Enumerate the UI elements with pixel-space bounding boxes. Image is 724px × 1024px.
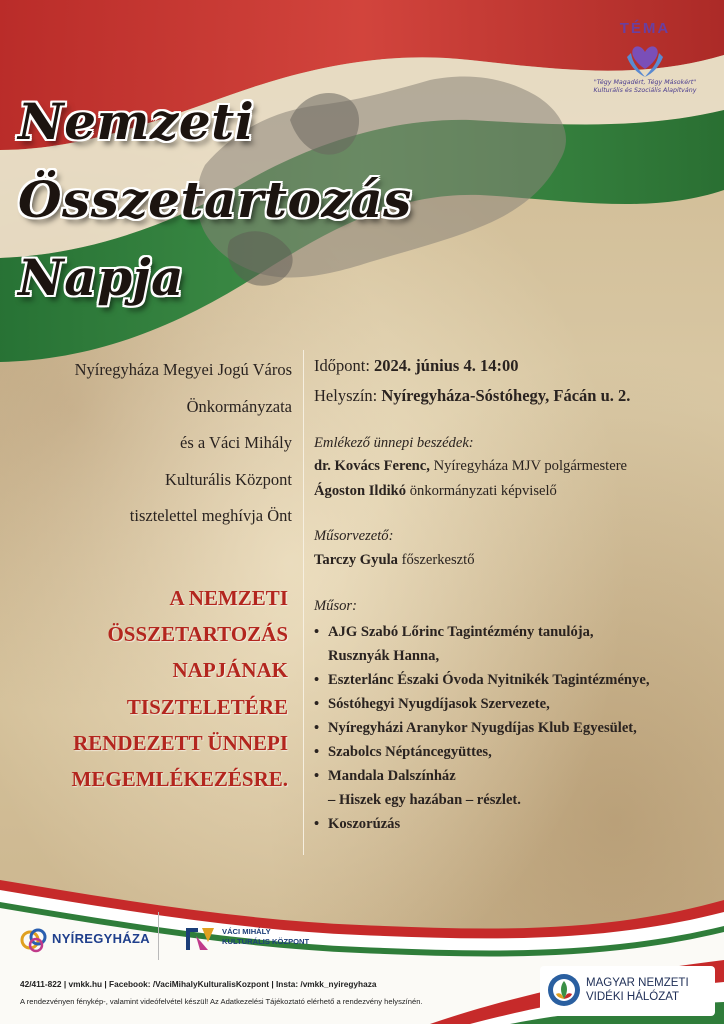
program-heading: Műsor: [314,598,357,614]
program-item: – Hiszek egy hazában – részlet. [328,792,521,808]
speaker-1-name: dr. Kovács Ferenc, [314,458,430,474]
program-item: Rusznyák Hanna, [328,648,440,664]
headline-line: A NEMZETI [169,586,288,610]
speaker-2 [314,483,557,500]
program-item: • Sóstóhegyi Nyugdíjasok Szervezete, [314,696,550,712]
time-label: Időpont: [314,356,370,375]
speaker-2-name: Ágoston Ildikó [314,483,407,499]
mnvh-logo-text: MAGYAR NEMZETI VIDÉKI HÁLÓZAT [586,977,689,1003]
time-value: 2024. június 4. 14:00 [374,356,519,375]
place-row [314,386,630,406]
headline-line: RENDEZETT ÜNNEPI [73,730,288,755]
invitation-block [20,352,292,535]
program-item: • Eszterlánc Északi Óvoda Nyitnikék Tagintézménye, [314,672,650,688]
invitation-line: tisztelettel meghívja Önt [129,506,292,525]
speaker-1-role: Nyíregyháza MJV polgármestere [433,458,628,474]
host-role: főszerkesztő [401,552,475,568]
footer-divider [158,912,159,960]
nyiregyhaza-logo-icon [20,925,50,955]
invitation-line: és a Váci Mihály [180,433,292,452]
tema-tagline-2: Kulturális és Szociális Alapítvány [593,86,697,94]
program-item: • Szabolcs Néptáncegyüttes, [314,744,492,760]
time-row [314,356,518,376]
speeches-heading: Emlékező ünnepi beszédek: [314,435,474,451]
speaker-1 [314,458,627,475]
invitation-line: Kulturális Központ [165,469,292,489]
title-line-1: Nemzeti [18,92,255,151]
headline-line: TISZTELETÉRE [126,694,288,719]
host-heading: Műsorvezető: [314,528,394,544]
title-line-2: Összetartozás [18,170,412,229]
place-value: Nyíregyháza-Sóstóhegy, Fácán u. 2. [381,386,631,405]
invitation-line: Nyíregyháza Megyei Jogú Város [74,360,292,379]
vaci-mihaly-logo-text: VÁCI MIHÁLY KULTURÁLIS KÖZPONT [222,927,310,946]
nyiregyhaza-logo-text: NYÍREGYHÁZA [52,931,150,946]
column-divider [303,350,304,855]
footer-contact: 42/411-822 | vmkk.hu | Facebook: /VaciMihalyKulturalisKozpont | Insta: /vmkk_nyiregyhaza [20,979,377,989]
program-item: • Koszorúzás [314,816,401,832]
footer-notice: A rendezvényen fénykép-, valamint videófelvétel készül! Az Adatkezelési Tájékoztató elérhető a rendezvény helyszínén. [20,997,423,1006]
hands-heart-icon [623,39,667,79]
tema-logo [585,20,705,94]
program-item: • Mandala Dalszínház [314,768,456,784]
program-item: • AJG Szabó Lőrinc Tagintézmény tanulója, [314,624,594,640]
headline-line: MEGEMLÉKEZÉSRE. [71,766,288,791]
mnvh-logo-icon [546,972,582,1008]
title-line-3: Napja [18,248,185,307]
host-row [314,552,475,569]
program-item: • Nyíregyházi Aranykor Nyugdíjas Klub Egyesület, [314,720,637,736]
headline-line: ÖSSZETARTOZÁS [107,622,288,647]
speaker-2-role: önkormányzati képviselő [409,483,557,499]
vaci-mihaly-logo-icon [182,922,218,956]
host-name: Tarczy Gyula [314,552,398,568]
headline-block [12,580,288,797]
tema-tagline-1: "Tégy Magadért, Tégy Másokért" [593,79,697,86]
tema-logo-word: TÉMA [619,20,671,37]
place-label: Helyszín: [314,386,378,405]
headline-line: NAPJÁNAK [172,658,288,683]
invitation-line: Önkormányzata [186,396,292,416]
